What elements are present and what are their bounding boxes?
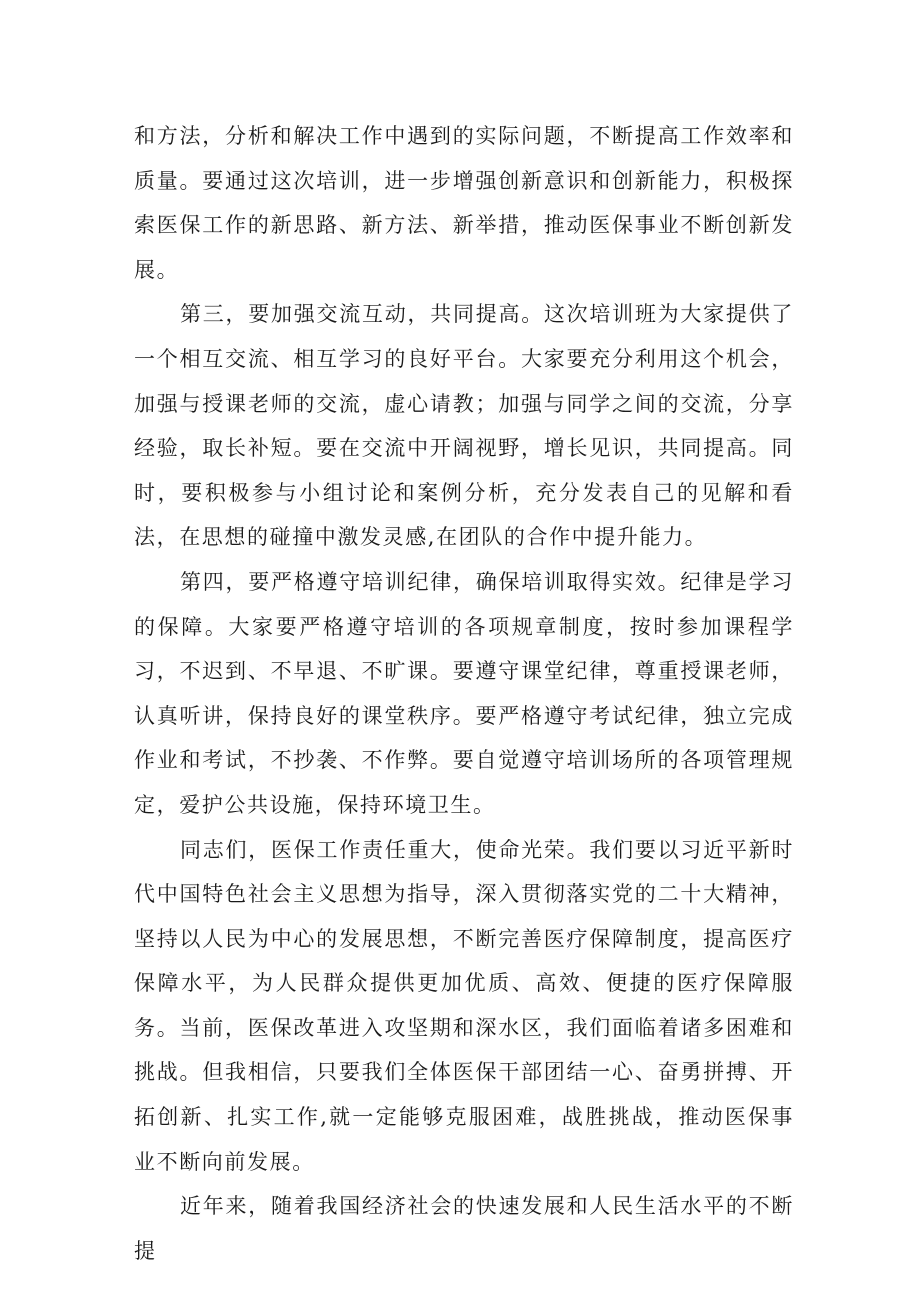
paragraph-comrades: 同志们，医保工作责任重大，使命光荣。我们要以习近平新时代中国特色社会主义思想为指导，深入贯彻落实党的二十大精神，坚持以人民为中心的发展思想，不断完善医疗保障制度，提高医疗保障水平，为人民群众提供更加优质、高效、便捷的医疗保障服务。当前，医保改革进入攻坚期和深水区，我们面临着诸多困难和挑战。但我相信，只要我们全体医保干部团结一心、奋勇拼搏、开拓创新、扎实工作,就一定能够克服困难，战胜挑战，推动医保事业不断向前发展。: [134, 837, 794, 1174]
paragraph-recent-years: 近年来，随着我国经济社会的快速发展和人民生活水平的不断提: [134, 1194, 794, 1263]
paragraph-third-point: 第三，要加强交流互动，共同提高。这次培训班为大家提供了一个相互交流、相互学习的良好平台。大家要充分利用这个机会，加强与授课老师的交流，虚心请教；加强与同学之间的交流，分享经验，取长补短。要在交流中开阔视野，增长见识，共同提高。同时，要积极参与小组讨论和案例分析，充分发表自己的见解和看法，在思想的碰撞中激发灵感,在团队的合作中提升能力。: [134, 302, 794, 550]
document-page: [134, 114, 794, 1273]
paragraph-methods-continuation: 和方法，分析和解决工作中遇到的实际问题，不断提高工作效率和质量。要通过这次培训，进一步增强创新意识和创新能力，积极探索医保工作的新思路、新方法、新举措，推动医保事业不断创新发展。: [134, 124, 794, 282]
paragraph-fourth-point: 第四，要严格遵守培训纪律，确保培训取得实效。纪律是学习的保障。大家要严格遵守培训的各项规章制度，按时参加课程学习，不迟到、不早退、不旷课。要遵守课堂纪律，尊重授课老师，认真听讲，保持良好的课堂秩序。要严格遵守考试纪律，独立完成作业和考试，不抄袭、不作弊。要自觉遵守培训场所的各项管理规定，爱护公共设施，保持环境卫生。: [134, 569, 794, 817]
